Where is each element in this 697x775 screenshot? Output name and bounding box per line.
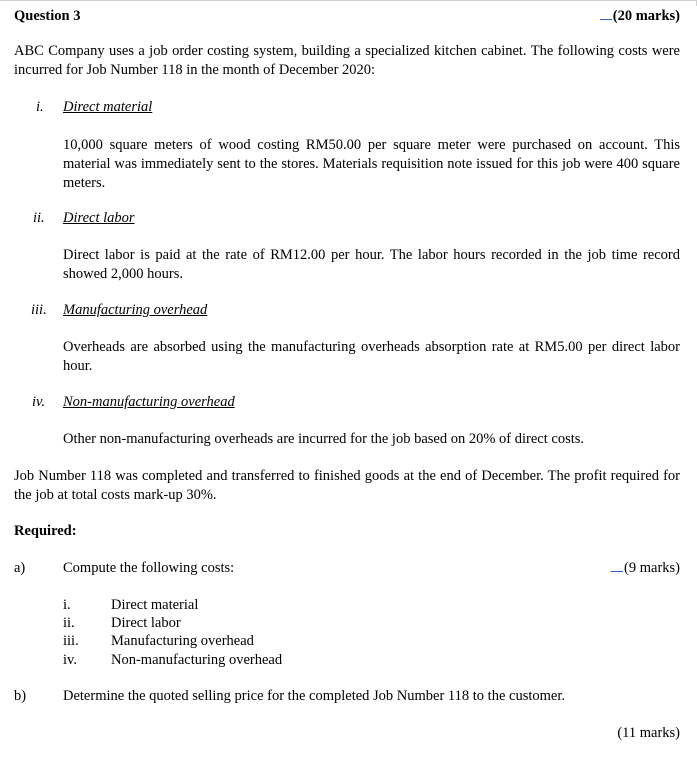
part-a-list-n4: iv. — [63, 652, 77, 668]
part-a-list-t3: Manufacturing overhead — [111, 633, 254, 649]
part-a-list-t1: Direct material — [111, 597, 199, 613]
part-b-marks: (11 marks) — [617, 725, 680, 741]
part-a-list-n3: iii. — [63, 633, 79, 649]
part-a-list-t2: Direct labor — [111, 615, 181, 631]
item-1-text: 10,000 square meters of wood costing RM50.00 per square meter were purchased on account. This material was immediately sent to the stores. Materials requisition note issued for this job were 400 square meters. — [63, 137, 680, 191]
part-a-marks-underline — [611, 571, 623, 572]
item-2-title: Direct labor — [63, 210, 135, 226]
item-4-title: Non-manufacturing overhead — [63, 394, 235, 410]
item-1-title: Direct material — [63, 99, 153, 115]
item-3-text: Overheads are absorbed using the manufacturing overheads absorption rate at RM5.00 per direct labor hour. — [63, 339, 680, 374]
question-title: Question 3 — [14, 8, 81, 24]
part-a-label: a) — [14, 560, 26, 576]
page-top-border — [0, 0, 697, 1]
part-b-label: b) — [14, 688, 27, 704]
intro-paragraph: ABC Company uses a job order costing system, building a specialized kitchen cabinet. The following costs were incurred for Job Number 118 in the month of December 2020: — [14, 43, 680, 78]
part-a-list-n1: i. — [63, 597, 71, 613]
total-marks — [600, 7, 680, 26]
item-2-text: Direct labor is paid at the rate of RM12.00 per hour. The labor hours recorded in the job time record showed 2,000 hours. — [63, 247, 680, 282]
item-4-text: Other non-manufacturing overheads are incurred for the job based on 20% of direct costs. — [63, 431, 585, 447]
item-1-numeral: i. — [36, 99, 44, 115]
part-a-list-t4: Non-manufacturing overhead — [111, 652, 283, 668]
marks-underline — [600, 19, 612, 20]
part-a-marks-text: (9 marks) — [624, 560, 680, 576]
item-3-title: Manufacturing overhead — [63, 302, 208, 318]
required-heading: Required: — [14, 523, 77, 539]
item-3-numeral: iii. — [31, 302, 47, 318]
item-2-numeral: ii. — [33, 210, 45, 226]
part-a-text: Compute the following costs: — [63, 560, 235, 576]
part-a-marks — [611, 559, 680, 578]
part-b-text: Determine the quoted selling price for the completed Job Number 118 to the customer. — [63, 688, 565, 704]
part-a-list-n2: ii. — [63, 615, 75, 631]
closing-paragraph: Job Number 118 was completed and transferred to finished goods at the end of December. The profit required for the job at total costs mark-up 30%. — [14, 468, 680, 503]
total-marks-text: (20 marks) — [612, 8, 680, 24]
item-4-numeral: iv. — [32, 394, 46, 410]
